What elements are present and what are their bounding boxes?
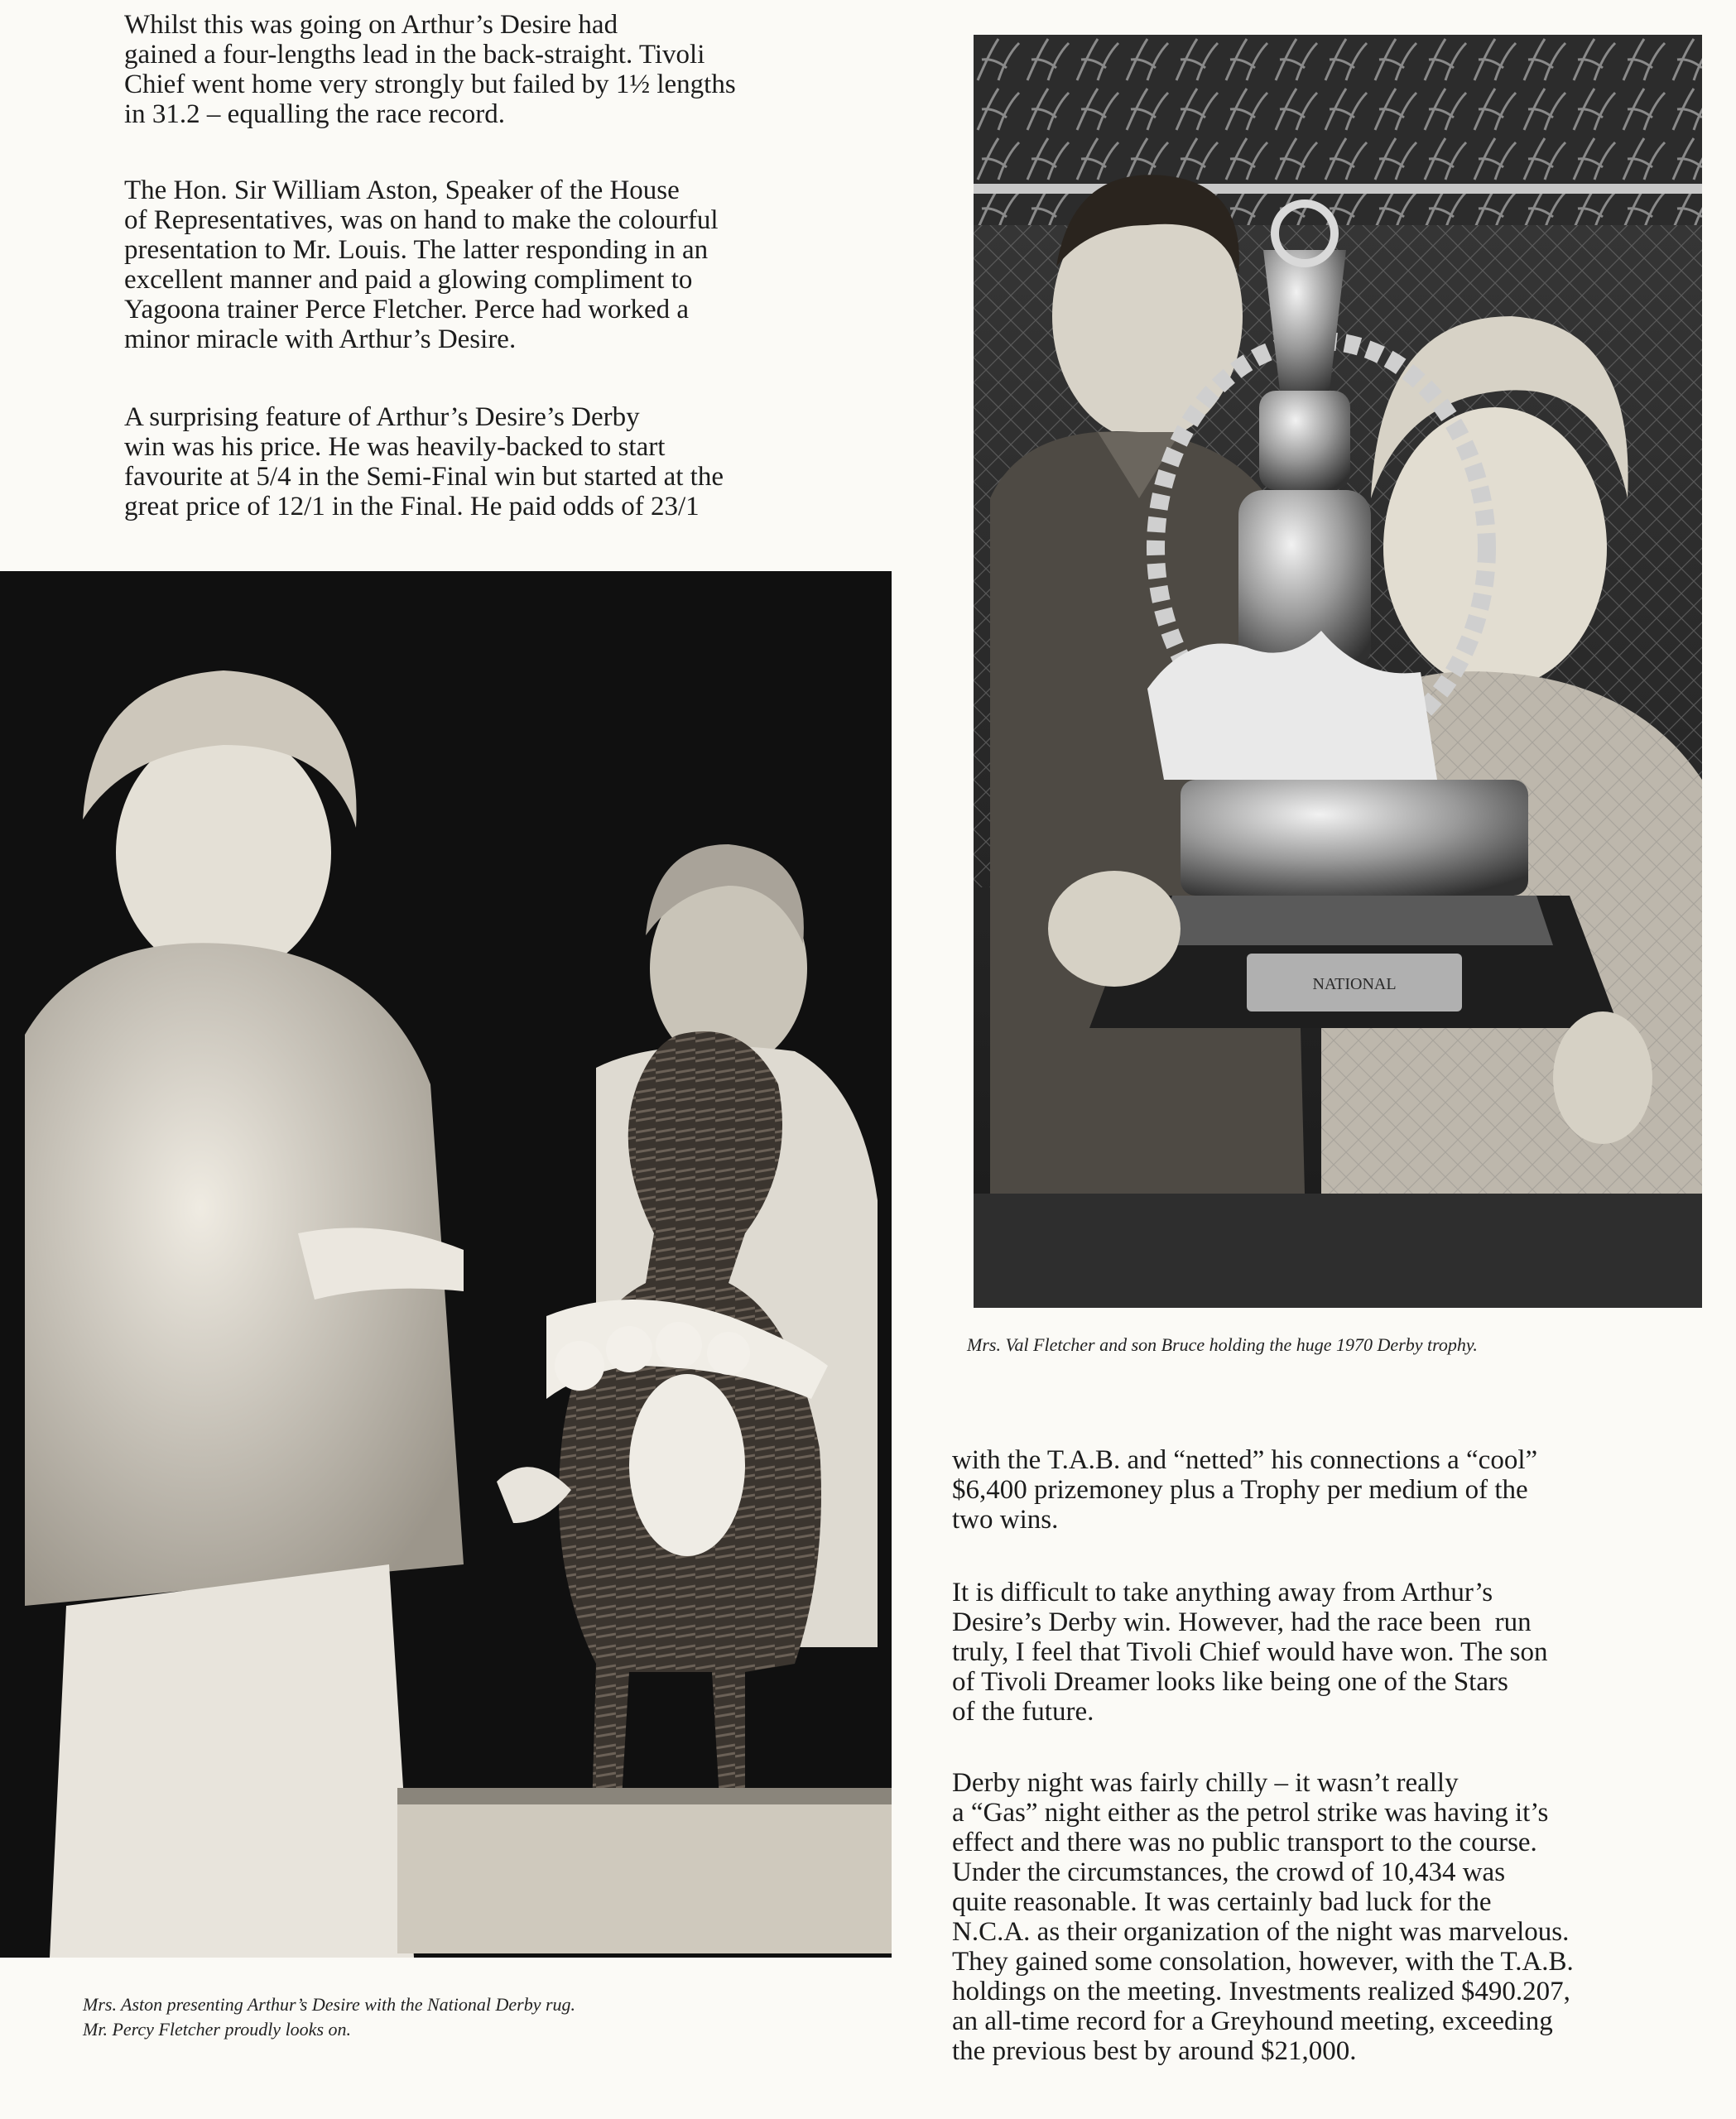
article-paragraph-2: The Hon. Sir William Aston, Speaker of the House of Representatives, was on hand to make the colourful presentation to Mr. Louis. The latter responding in an excellent manner and paid a glowing compliment to Yagoona trainer Perce Fletcher. Perce had worked a minor miracle with Arthur’s Desire. xyxy=(124,175,719,354)
trophy-photo xyxy=(974,35,1702,1308)
article-paragraph-4: with the T.A.B. and “netted” his connections a “cool” $6,400 prizemoney plus a Trophy per medium of the two wins. xyxy=(952,1445,1538,1535)
article-paragraph-3: A surprising feature of Arthur’s Desire’s Derby win was his price. He was heavily-backed to start favourite at 5/4 in the Semi-Final win but started at the great price of 12/1 in the Final. He paid odds of 23/1 xyxy=(124,402,724,521)
article-paragraph-6: Derby night was fairly chilly – it wasn’t really a “Gas” night either as the petrol strike was having it’s effect and there was no public transport to the course. Under the circumstances, the crowd of 10,434 was quite reasonable. It was certainly bad luck for the N.C.A. as their organization of the night was marvelous. They gained some consolation, however, with the T.A.B. holdings on the meeting. Investments realized $490.207, an all-time record for a Greyhound meeting, exceeding the previous best by around $21,000. xyxy=(952,1768,1574,2066)
article-paragraph-5: It is difficult to take anything away from Arthur’s Desire’s Derby win. However, had the race been run truly, I feel that Tivoli Chief would have won. The son of Tivoli Dreamer looks like being one of the Stars of the future. xyxy=(952,1578,1548,1727)
rug-presentation-photo xyxy=(0,571,892,1958)
article-paragraph-1: Whilst this was going on Arthur’s Desire had gained a four-lengths lead in the back-straight. Tivoli Chief went home very strongly but failed by 1½ lengths in 31.2 – equalling the race record. xyxy=(124,10,736,129)
rug-presentation-photo-image xyxy=(0,571,892,1958)
trophy-photo-caption: Mrs. Val Fletcher and son Bruce holding the huge 1970 Derby trophy. xyxy=(967,1334,1478,1355)
trophy-photo-image xyxy=(974,35,1702,1308)
rug-photo-caption: Mrs. Aston presenting Arthur’s Desire with the National Derby rug. Mr. Percy Fletcher proudly looks on. xyxy=(83,1994,576,2040)
trophy-plaque-text: NATIONAL xyxy=(1312,975,1397,993)
